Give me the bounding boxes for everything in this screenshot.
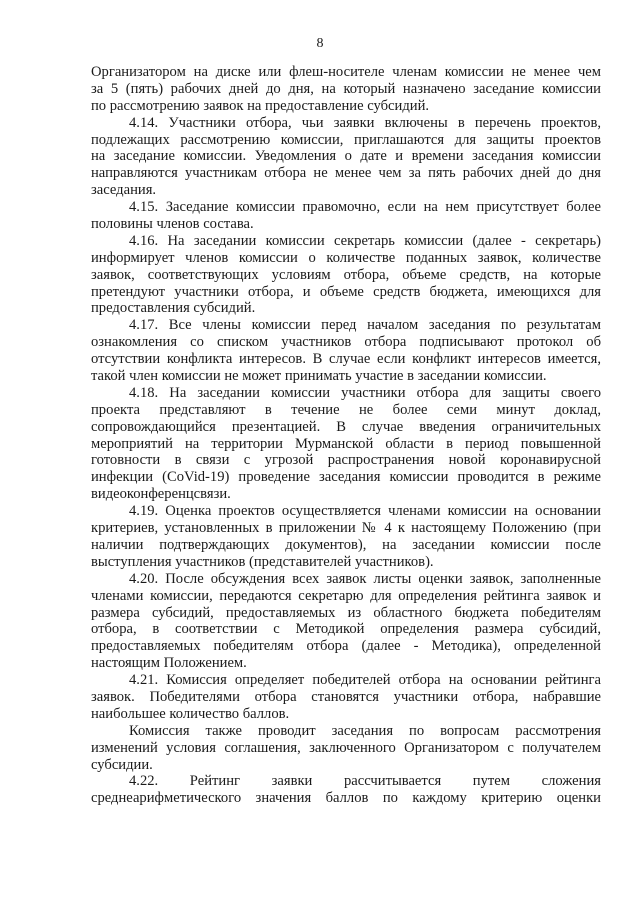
paragraph [91,233,601,317]
paragraph [91,503,601,571]
text-line: 4.18. На заседании комиссии участники отбора для защиты своего [129,384,601,401]
paragraph [91,199,601,233]
document-body [91,64,601,807]
text-line: предоставления субсидий. [91,300,256,317]
text-line: размера субсидий, предоставляемых из областного бюджета победителям [91,604,601,621]
text-line: 4.16. На заседании комиссии секретарь комиссии (далее - секретарь) [129,232,601,249]
text-line: предоставляемых победителям отбора (далее - Методика), определенной [91,638,601,655]
paragraph [91,571,601,672]
text-line: претендуют участники отбора, и объеме средств бюджета, имеющихся для [91,283,601,300]
text-line: заявок. Победителями отбора становятся участники отбора, набравшие [91,688,601,705]
paragraph [91,723,601,774]
text-line: изменений условия соглашения, заключенного Организатором с получателем [91,739,601,756]
text-line: 4.14. Участники отбора, чьи заявки включены в перечень проектов, [129,114,601,131]
text-line: на заседание комиссии. Уведомления о дате и времени заседания комиссии [91,148,601,165]
text-line: среднеарифметического значения баллов по каждому критерию оценки [91,790,601,807]
paragraph [91,385,601,503]
text-line: по рассмотрению заявок на предоставление субсидий. [91,97,430,114]
text-line: сопровождающийся презентацией. В случае введения ограничительных [91,418,601,435]
paragraph [91,317,601,385]
text-line: 4.17. Все члены комиссии перед началом заседания по результатам [129,317,601,334]
text-line: 4.21. Комиссия определяет победителей отбора на основании рейтинга [129,672,601,689]
text-line: мероприятий на территории Мурманской области в период повышенной [91,435,601,452]
text-line: отбора, в соответствии с Методикой определения размера субсидий, [91,621,601,638]
paragraph [91,672,601,723]
text-line: такой член комиссии не может принимать участие в заседании комиссии. [91,368,547,385]
text-line: заседания. [91,182,157,199]
text-line: готовности в связи с угрозой распространения новой коронавирусной [91,452,601,469]
paragraph [91,64,601,115]
text-line: информирует членов комиссии о количестве поданных заявок, количестве [91,249,601,266]
text-line: за 5 (пять) рабочих дней до дня, на который назначено заседание комиссии [91,80,601,97]
paragraph [91,115,601,199]
text-line: заявок, соответствующих условиям отбора, объеме средств, на которые [91,266,601,283]
text-line: видеоконференцсвязи. [91,486,231,503]
text-line: отсутствии конфликта интересов. В случае если конфликт интересов имеется, [91,351,601,368]
text-line: Организатором на диске или флеш-носителе членам комиссии не менее чем [91,64,601,80]
text-line: выступления участников (представителей участников). [91,553,434,570]
page-number: 8 [316,36,324,51]
text-line: 4.15. Заседание комиссии правомочно, если на нем присутствует более [129,199,601,216]
text-line: направляются участникам отбора не менее чем за пять рабочих дней до дня [91,165,601,182]
text-line: ознакомления со списком участников отбора подписывают протокол об [91,334,601,351]
text-line: Комиссия также проводит заседания по вопросам рассмотрения [129,722,601,739]
text-line: критериев, установленных в приложении № 4 к настоящему Положению (при [91,520,601,537]
text-line: наличии подтверждающих документов), на заседании комиссии после [91,536,601,553]
text-line: инфекции (CoVid-19) проведение заседания комиссии проводится в режиме [91,469,601,486]
text-line: членами комиссии, передаются секретарю для определения рейтинга заявок и [91,587,601,604]
text-line: 4.19. Оценка проектов осуществляется членами комиссии на основании [129,503,601,520]
text-line: настоящим Положением. [91,655,247,672]
text-line: наибольшее количество баллов. [91,705,290,722]
text-line: проекта представляют в течение не более семи минут доклад, [91,401,601,418]
text-line: 4.22. Рейтинг заявки рассчитывается путем сложения [129,773,601,790]
paragraph [91,773,601,807]
text-line: подлежащих рассмотрению комиссии, приглашаются для защиты проектов [91,131,601,148]
text-line: половины членов состава. [91,216,254,233]
text-line: 4.20. После обсуждения всех заявок листы оценки заявок, заполненные [129,570,601,587]
text-line: субсидии. [91,756,153,773]
